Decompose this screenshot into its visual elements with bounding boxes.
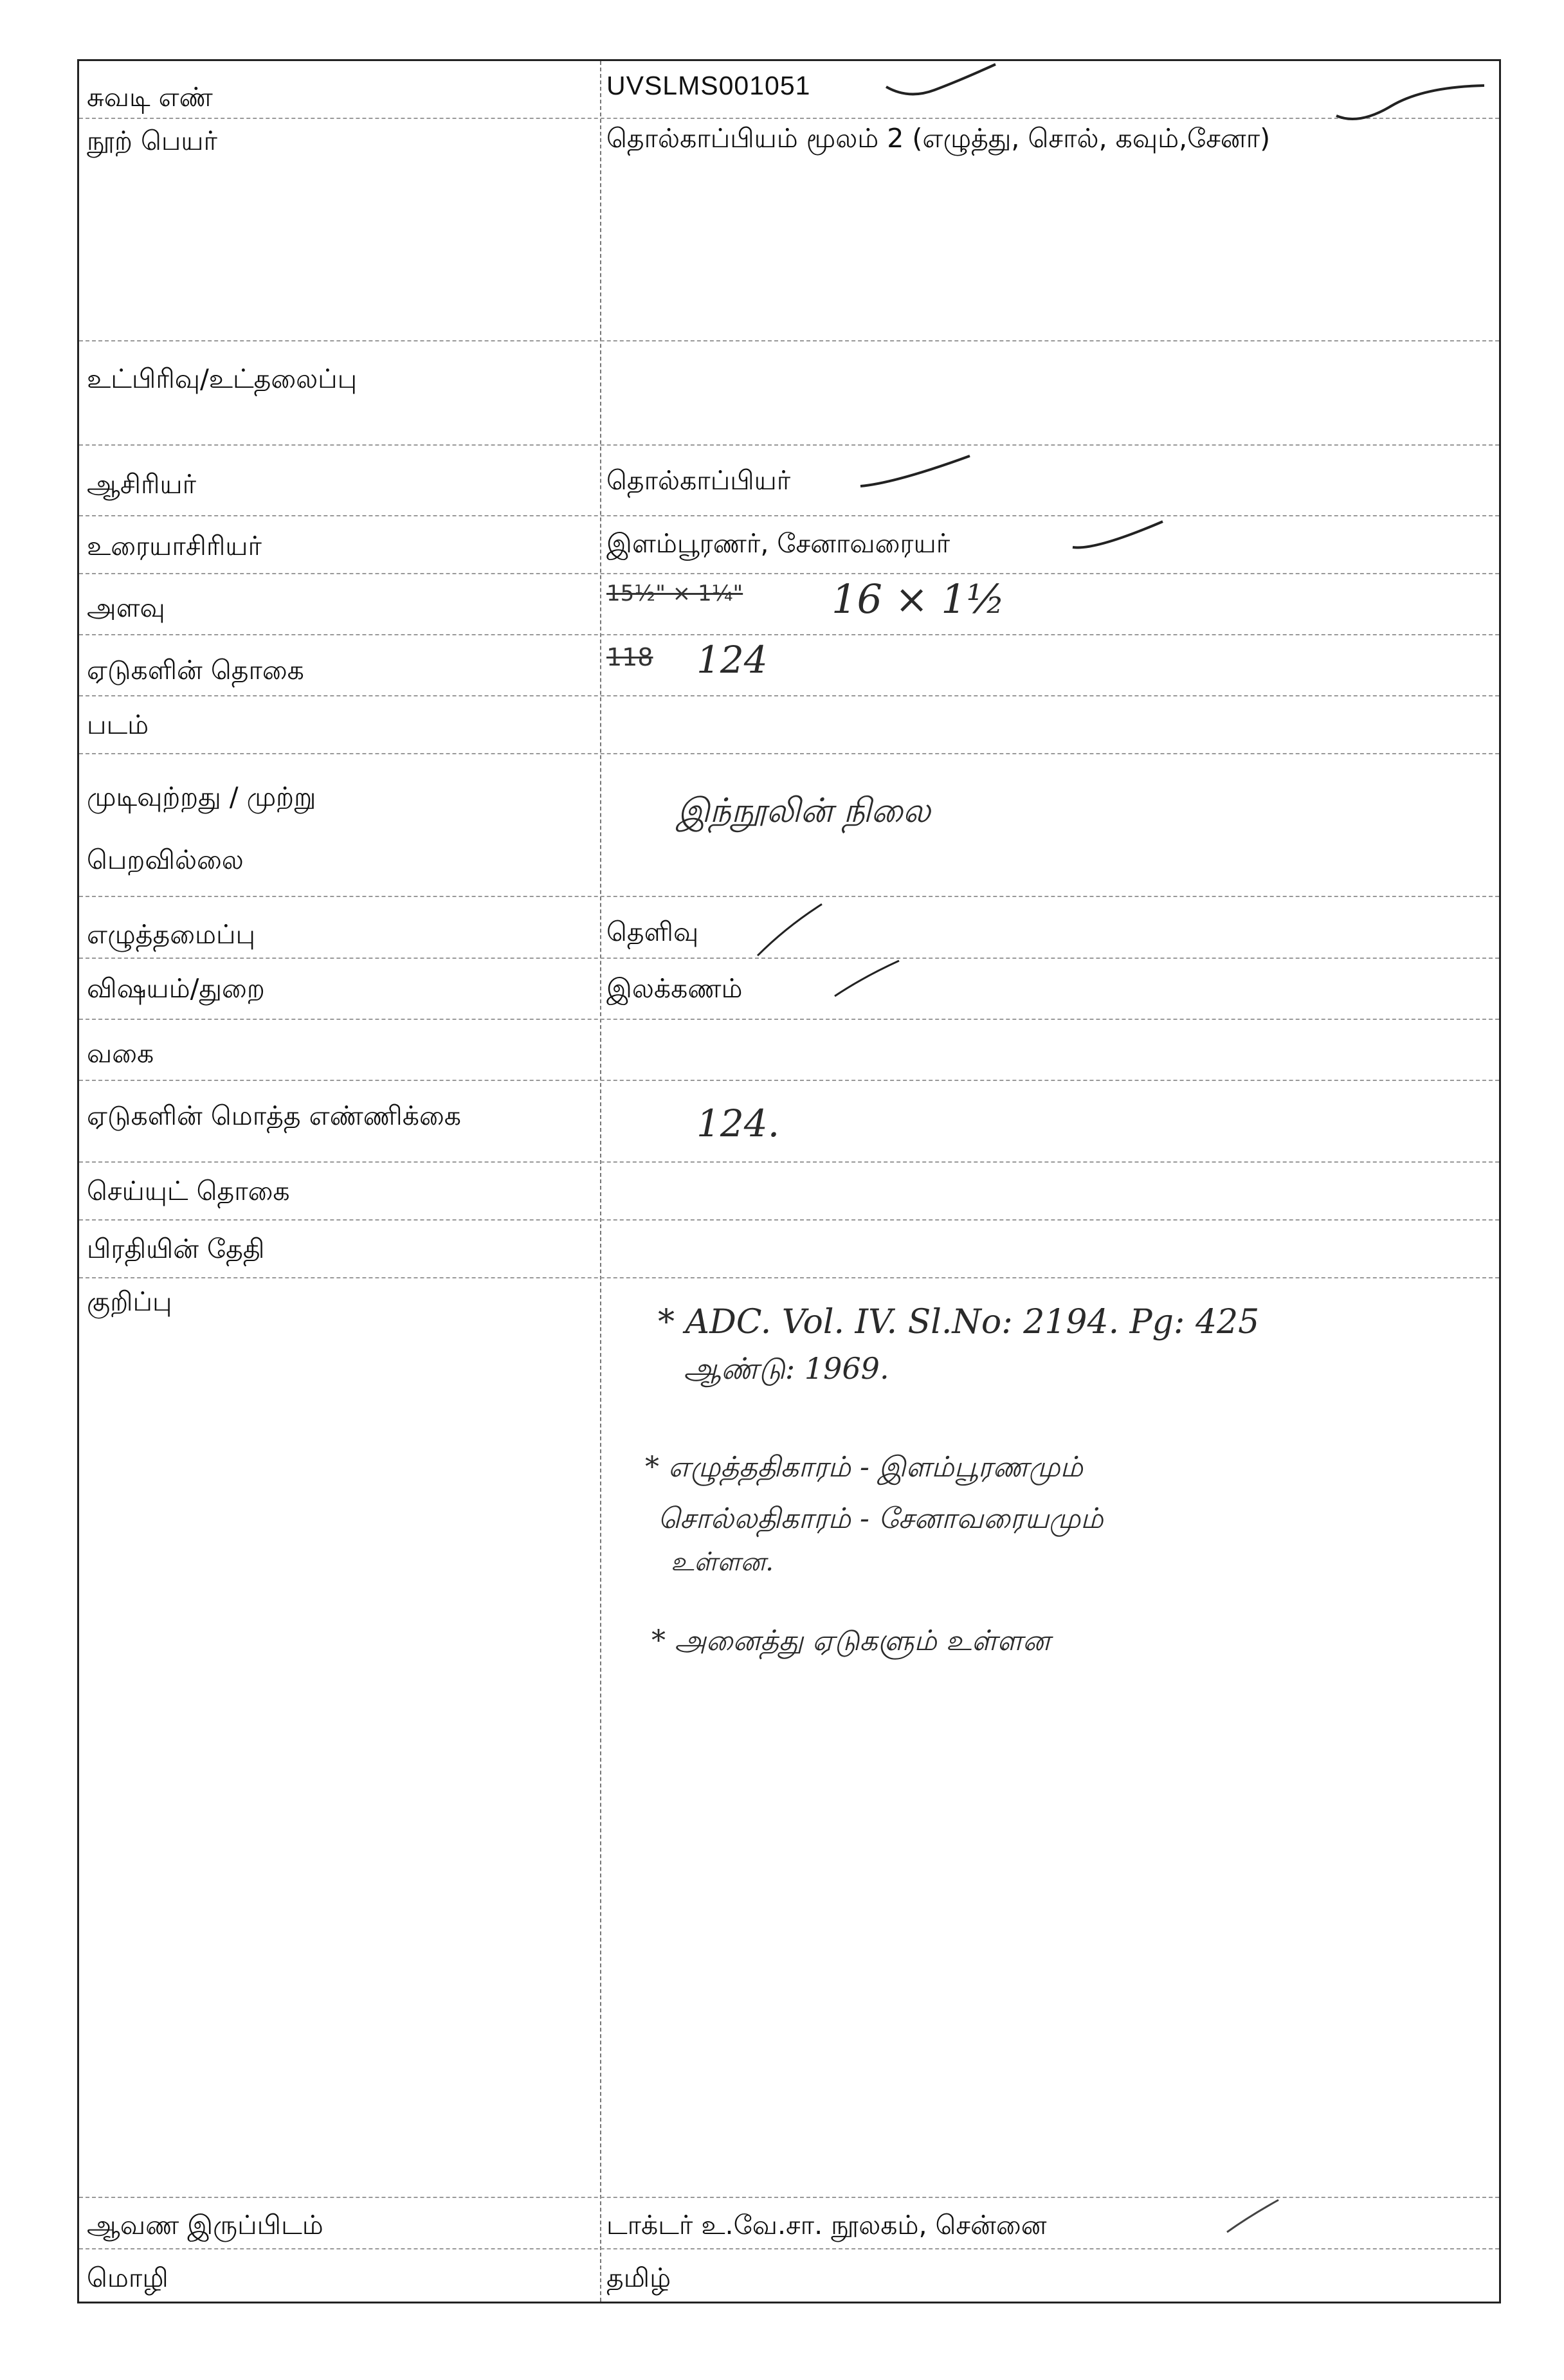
note-line: சொல்லதிகாரம் - சேனாவரையமும் [658, 1502, 1104, 1535]
label-author: ஆசிரியர் [87, 469, 197, 500]
value-total-leaf-count-handwritten: 124. [696, 1102, 780, 1145]
row-copy-date [79, 1219, 1499, 1278]
label-script: எழுத்தமைப்பு [87, 919, 256, 950]
value-completion-status-handwritten: இந்நூலின் நிலை [677, 792, 931, 830]
label-subdivision: உட்பிரிவு/உட்தலைப்பு [87, 363, 358, 394]
label-language: மொழி [87, 2262, 168, 2293]
row-category [79, 1019, 1499, 1081]
tick-mark-icon [1333, 80, 1487, 132]
row-subdivision [79, 340, 1499, 446]
label-archive-location: ஆவண இருப்பிடம் [87, 2210, 323, 2240]
note-line: உள்ளன. [671, 1547, 774, 1577]
label-subject: விஷயம்/துறை [87, 973, 265, 1004]
value-subject: இலக்கணம் [606, 973, 743, 1004]
label-notes: குறிப்பு [87, 1286, 172, 1317]
value-leaf-count-printed: 118 [606, 643, 653, 671]
row-title [79, 118, 1499, 341]
label-total-leaf-count: ஏடுகளின் மொத்த எண்ணிக்கை [87, 1100, 462, 1131]
tick-mark-icon [1224, 2197, 1282, 2235]
row-verse-count [79, 1161, 1499, 1221]
row-author [79, 444, 1499, 516]
value-script: தெளிவு [606, 916, 699, 947]
row-total-leaf-count [79, 1080, 1499, 1163]
value-manuscript-number: UVSLMS001051 [606, 71, 811, 100]
label-size: அளவு [87, 592, 165, 623]
row-language [79, 2248, 1499, 2305]
value-title: தொல்காப்பியம் மூலம் 2 (எழுத்து, சொல், கவும்,சேனா) [606, 123, 1271, 154]
row-commentator [79, 515, 1499, 574]
label-title: நூற் பெயர் [87, 125, 217, 156]
row-manuscript-number [79, 61, 1499, 119]
row-script [79, 896, 1499, 959]
label-verse-count: செய்யுட் தொகை [87, 1176, 290, 1206]
tick-mark-icon [832, 958, 902, 1003]
note-line: * அனைத்து ஏடுகளும் உள்ளன [651, 1624, 1050, 1657]
label-category: வகை [87, 1038, 154, 1069]
label-copy-date: பிரதியின் தேதி [87, 1233, 265, 1264]
row-leaf-count [79, 634, 1499, 696]
tick-mark-icon [1069, 515, 1166, 560]
label-commentator: உரையாசிரியர் [87, 531, 262, 561]
note-line: * ADC. Vol. IV. Sl.No: 2194. Pg: 425 [658, 1303, 1260, 1341]
label-completion-status-line2: பெறவில்லை [87, 844, 244, 875]
note-line: ஆண்டு: 1969. [684, 1351, 889, 1386]
catalog-form [77, 59, 1501, 2303]
value-author: தொல்காப்பியர் [606, 465, 791, 496]
note-line: * எழுத்ததிகாரம் - இளம்பூரணமும் [645, 1451, 1083, 1484]
value-size-printed: 15½" × 1¼" [606, 581, 743, 606]
label-completion-status: முடிவுற்றது / முற்று [87, 781, 316, 812]
value-leaf-count-handwritten: 124 [696, 638, 768, 682]
value-archive-location: டாக்டர் உ.வே.சா. நூலகம், சென்னை [606, 2210, 1047, 2240]
tick-mark-icon [754, 901, 825, 959]
label-leaf-count: ஏடுகளின் தொகை [87, 655, 304, 686]
row-archive-location [79, 2197, 1499, 2249]
value-language: தமிழ் [606, 2262, 671, 2293]
row-notes [79, 1277, 1499, 2198]
label-illustration: படம் [87, 709, 149, 740]
value-commentator: இளம்பூரணர், சேனாவரையர் [606, 528, 950, 559]
tick-mark-icon [857, 451, 973, 496]
label-manuscript-number: சுவடி எண் [87, 82, 213, 113]
tick-mark-icon [883, 61, 999, 106]
value-size-handwritten: 16 × 1½ [832, 576, 1005, 622]
row-subject [79, 958, 1499, 1020]
row-completion-status [79, 753, 1499, 897]
row-size [79, 573, 1499, 635]
row-illustration [79, 695, 1499, 754]
